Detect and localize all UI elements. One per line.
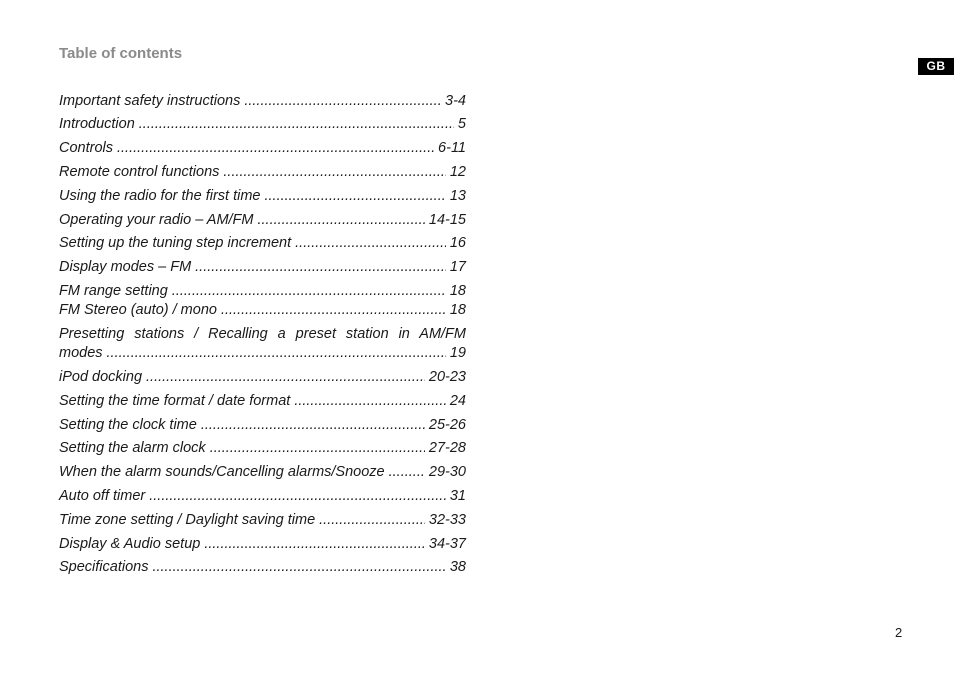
toc-entry-page: 18: [449, 302, 466, 318]
toc-entry-label: Operating your radio – AM/FM: [59, 212, 254, 228]
toc-entry-safety[interactable]: [59, 91, 466, 111]
toc-entry-label: Presetting stations / Recalling a preset station in AM/FM: [59, 326, 466, 342]
toc-entry-controls[interactable]: [59, 138, 466, 158]
toc-entry-label: Remote control functions: [59, 164, 220, 180]
toc-entry-label: iPod docking: [59, 369, 143, 385]
toc-entry-page: 12: [449, 164, 466, 180]
toc-leader-dots: [201, 415, 425, 435]
toc-entry-page: 31: [449, 488, 466, 504]
toc-leader-dots: [152, 557, 445, 577]
toc-leader-dots: [257, 210, 424, 230]
toc-entry-tuning-step[interactable]: [59, 233, 466, 253]
toc-entry-page: 32-33: [428, 512, 466, 528]
toc-leader-dots: [149, 486, 446, 506]
toc-entry-specifications[interactable]: [59, 557, 466, 577]
toc-entry-fm-stereo[interactable]: [59, 300, 466, 320]
toc-entry-clock-time[interactable]: [59, 415, 466, 435]
toc-entry-display-audio[interactable]: [59, 534, 466, 554]
toc-entry-alarm-sounds[interactable]: [59, 462, 466, 482]
toc-entry-page: 24: [449, 393, 466, 409]
toc-entry-page: 13: [449, 188, 466, 204]
toc-entry-presetting[interactable]: [59, 343, 466, 363]
toc-entry-first-time[interactable]: [59, 186, 466, 206]
toc-entry-label: modes: [59, 345, 103, 361]
toc-leader-dots: [146, 367, 425, 387]
toc-leader-dots: [172, 281, 446, 301]
toc-entry-label: Important safety instructions: [59, 93, 241, 109]
toc-entry-label: FM range setting: [59, 283, 168, 299]
toc-entry-label: Setting the alarm clock: [59, 440, 206, 456]
toc-leader-dots: [295, 233, 446, 253]
toc-entry-label: FM Stereo (auto) / mono: [59, 302, 217, 318]
toc-entry-time-zone[interactable]: [59, 510, 466, 530]
toc-leader-dots: [264, 186, 445, 206]
toc-leader-dots: [319, 510, 425, 530]
toc-leader-dots: [195, 257, 446, 277]
toc-leader-dots: [107, 343, 446, 363]
toc-entry-operating-am-fm[interactable]: [59, 210, 466, 230]
toc-entry-page: 29-30: [428, 464, 466, 480]
toc-entry-page: 20-23: [428, 369, 466, 385]
toc-entry-page: 3-4: [445, 93, 466, 109]
toc-entry-label: Setting the clock time: [59, 417, 197, 433]
toc-entry-page: 14-15: [428, 212, 466, 228]
toc-entry-label: Setting the time format / date format: [59, 393, 291, 409]
toc-entry-label: Display & Audio setup: [59, 536, 201, 552]
toc-entry-page: 25-26: [428, 417, 466, 433]
toc-leader-dots: [223, 162, 445, 182]
toc-entry-page: 19: [449, 345, 466, 361]
toc-leader-dots: [139, 114, 454, 134]
toc-entry-time-date-format[interactable]: [59, 391, 466, 411]
toc-entry-page: 34-37: [428, 536, 466, 552]
toc-entry-label: Specifications: [59, 559, 149, 575]
toc-entry-label: Introduction: [59, 116, 135, 132]
toc-entry-page: 6-11: [438, 140, 466, 156]
toc-entry-alarm-clock[interactable]: [59, 438, 466, 458]
toc-entry-label: Display modes – FM: [59, 259, 192, 275]
toc-leader-dots: [204, 534, 425, 554]
page-number: 2: [895, 625, 903, 640]
toc-entry-label: When the alarm sounds/Cancelling alarms/Snooze: [59, 464, 385, 480]
toc-leader-dots: [210, 438, 425, 458]
toc-entry-page: 38: [449, 559, 466, 575]
toc-entry-label: Auto off timer: [59, 488, 146, 504]
toc-entry-page: 27-28: [428, 440, 466, 456]
toc-entry-label: Setting up the tuning step increment: [59, 235, 292, 251]
toc-entry-page: 17: [449, 259, 466, 275]
toc-leader-dots: [221, 300, 446, 320]
toc-entry-label: Controls: [59, 140, 113, 156]
toc-entry-label: Time zone setting / Daylight saving time: [59, 512, 316, 528]
toc-leader-dots: [244, 91, 441, 111]
toc-entry-page: 16: [449, 235, 466, 251]
toc-entry-ipod-docking[interactable]: [59, 367, 466, 387]
toc-entry-introduction[interactable]: [59, 114, 466, 134]
toc-entry-auto-off-timer[interactable]: [59, 486, 466, 506]
toc-entry-page: 18: [449, 283, 466, 299]
page-title: Table of contents: [59, 45, 183, 62]
toc-entry-fm-range[interactable]: [59, 281, 466, 301]
toc-leader-dots: [294, 391, 446, 411]
toc-leader-dots: [389, 462, 425, 482]
toc-leader-dots: [117, 138, 434, 158]
toc-entry-label: Using the radio for the first time: [59, 188, 261, 204]
toc-entry-display-modes-fm[interactable]: [59, 257, 466, 277]
language-badge: GB: [918, 58, 954, 75]
toc-entry-remote-control[interactable]: [59, 162, 466, 182]
toc-entry-presetting-line1[interactable]: [59, 324, 466, 344]
toc-entry-page: 5: [457, 116, 466, 132]
